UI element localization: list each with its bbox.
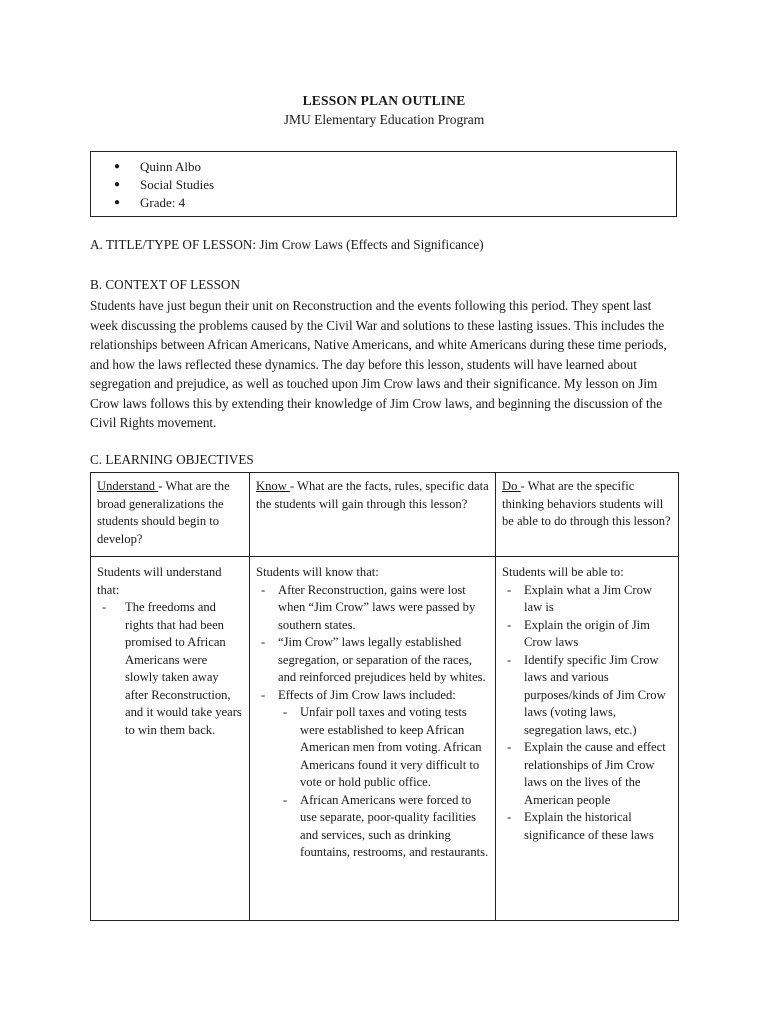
document-subtitle: JMU Elementary Education Program	[283, 112, 485, 127]
understand-label: Understand	[97, 479, 159, 493]
teacher-name: ● Quinn Albo	[114, 158, 214, 176]
do-header	[496, 473, 679, 557]
do-intro: Students will be able to:	[502, 565, 624, 579]
objectives-table	[90, 472, 679, 921]
know-header	[250, 473, 496, 557]
know-sub-list	[278, 704, 489, 862]
objectives-heading: C. LEARNING OBJECTIVES	[90, 452, 254, 467]
know-intro: Students will know that:	[256, 565, 379, 579]
know-sub-item: - African Americans were forced to use separate, poor-quality facilities and services, such as drinking fountains, restrooms, and restaurants.	[278, 792, 489, 862]
do-item: - Explain what a Jim Crow law is	[502, 582, 672, 617]
context-paragraph: Students have just begun their unit on Reconstruction and the events following this period. They spent last week discussing the problems caused by the Civil War and solutions to these lasting issues. This includes the relationships between African Americans, Native Americans, and white Americans during these time periods, and how the laws reflected these dynamics. The day before this lesson, students will have learned about segregation and prejudice, as well as touched upon Jim Crow laws and their significance. My lesson on Jim Crow laws follows this by extending their knowledge of Jim Crow laws, and beginning the discussion of the Civil Rights movement.	[90, 298, 667, 430]
know-list	[256, 582, 489, 862]
objectives-header-row	[91, 473, 679, 557]
understand-question: - What are the broad generalizations the students should begin to develop?	[97, 479, 230, 546]
understand-item: - The freedoms and rights that had been promised to African Americans were slowly taken away after Reconstruction, and it would take years to win them back.	[97, 599, 243, 739]
do-question: - What are the specific thinking behaviors students will be able to do through this lesson?	[502, 479, 671, 528]
know-sub-item: - Unfair poll taxes and voting tests were established to keep African American men from voting. African Americans found it very difficult to vote or hold public office.	[278, 704, 489, 792]
understand-header	[91, 473, 250, 557]
know-question: - What are the facts, rules, specific data the students will gain through this lesson?	[256, 479, 489, 511]
context-heading: B. CONTEXT OF LESSON	[90, 277, 240, 292]
know-cell	[250, 557, 496, 921]
teacher-info-box	[90, 151, 677, 217]
do-item: - Explain the origin of Jim Crow laws	[502, 617, 672, 652]
teacher-info-list	[114, 158, 214, 212]
understand-intro: Students will understand that:	[97, 565, 222, 597]
do-item: - Explain the cause and effect relationships of Jim Crow laws on the lives of the American people	[502, 739, 672, 809]
do-label: Do	[502, 479, 521, 493]
understand-list	[97, 599, 243, 739]
know-item	[256, 687, 489, 862]
know-label: Know	[256, 479, 290, 493]
document-title: LESSON PLAN OUTLINE	[302, 93, 466, 108]
do-item: - Explain the historical significance of these laws	[502, 809, 672, 844]
know-item: - “Jim Crow” laws legally established segregation, or separation of the races, and reinforced prejudices held by whites.	[256, 634, 489, 687]
understand-cell	[91, 557, 250, 921]
lesson-title-line: A. TITLE/TYPE OF LESSON: Jim Crow Laws (Effects and Significance)	[90, 237, 484, 252]
grade-level: ● Grade: 4	[114, 194, 214, 212]
do-item: - Identify specific Jim Crow laws and various purposes/kinds of Jim Crow laws (voting laws, segregation laws, etc.)	[502, 652, 672, 740]
do-cell	[496, 557, 679, 921]
do-list	[502, 582, 672, 845]
subject: ● Social Studies	[114, 176, 214, 194]
know-item: - After Reconstruction, gains were lost when “Jim Crow” laws were passed by southern states.	[256, 582, 489, 635]
objectives-content-row	[91, 557, 679, 921]
know-item-text: Effects of Jim Crow laws included:	[278, 687, 456, 702]
